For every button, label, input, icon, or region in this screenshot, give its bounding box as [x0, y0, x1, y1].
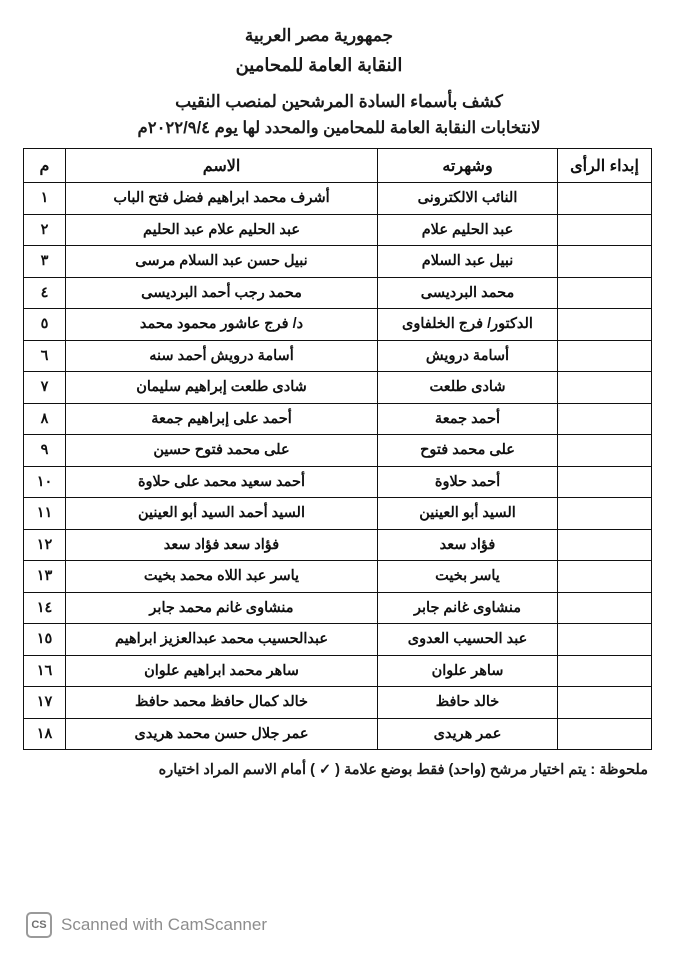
cell-fame: محمد البرديسى [378, 277, 558, 309]
table-row [24, 277, 652, 309]
camscanner-label: Scanned with CamScanner [61, 915, 268, 934]
cell-num: ١٠ [24, 466, 66, 498]
cell-fame: أسامة درويش [378, 340, 558, 372]
cell-fame: عبد الحليم علام [378, 214, 558, 246]
cell-fame: منشاوى غانم جابر [378, 592, 558, 624]
table-row [24, 718, 652, 750]
cell-name: عبدالحسيب محمد عبدالعزيز ابراهيم [66, 624, 378, 656]
cell-fame: شادى طلعت [378, 372, 558, 404]
table-row [24, 183, 652, 215]
cell-name: عبد الحليم علام عبد الحليم [66, 214, 378, 246]
cell-fame: الدكتور/ فرج الخلفاوى [378, 309, 558, 341]
table-row [24, 435, 652, 467]
cell-fame: السيد أبو العينين [378, 498, 558, 530]
document-header [26, 26, 652, 76]
cell-num: ١٥ [24, 624, 66, 656]
cell-fame: على محمد فتوح [378, 435, 558, 467]
cell-num: ١٢ [24, 529, 66, 561]
cell-opinion[interactable] [558, 340, 652, 372]
header-line-country: جمهورية مصر العربية [244, 26, 394, 45]
cell-num: ١٧ [24, 687, 66, 719]
column-header-name: الاسم [66, 149, 378, 183]
cell-num: ٢ [24, 214, 66, 246]
cell-name: ياسر عبد اللاه محمد بخيت [66, 561, 378, 593]
cell-num: ١٤ [24, 592, 66, 624]
table-row [24, 655, 652, 687]
cell-opinion[interactable] [558, 561, 652, 593]
table-row [24, 466, 652, 498]
cell-fame: ساهر علوان [378, 655, 558, 687]
table-row [24, 592, 652, 624]
cell-opinion[interactable] [558, 403, 652, 435]
cell-name: على محمد فتوح حسين [66, 435, 378, 467]
cell-opinion[interactable] [558, 277, 652, 309]
camscanner-watermark [26, 912, 267, 938]
cell-opinion[interactable] [558, 246, 652, 278]
cell-num: ١٣ [24, 561, 66, 593]
cell-name: خالد كمال حافظ محمد حافظ [66, 687, 378, 719]
cell-name: عمر جلال حسن محمد هريدى [66, 718, 378, 750]
cell-num: ٥ [24, 309, 66, 341]
cell-opinion[interactable] [558, 529, 652, 561]
column-header-opinion: إبداء الرأى [558, 149, 652, 183]
table-row [24, 372, 652, 404]
cell-opinion[interactable] [558, 466, 652, 498]
camscanner-badge-icon: CS [26, 912, 52, 938]
table-row [24, 498, 652, 530]
cell-num: ٣ [24, 246, 66, 278]
cell-opinion[interactable] [558, 435, 652, 467]
page-title: كشف بأسماء السادة المرشحين لمنصب النقيب [175, 92, 503, 111]
cell-opinion[interactable] [558, 372, 652, 404]
cell-num: ١٦ [24, 655, 66, 687]
document-title [26, 92, 652, 138]
cell-name: السيد أحمد السيد أبو العينين [66, 498, 378, 530]
column-header-num: م [24, 149, 66, 183]
table-row [24, 624, 652, 656]
cell-name: منشاوى غانم محمد جابر [66, 592, 378, 624]
table-row [24, 529, 652, 561]
cell-num: ٧ [24, 372, 66, 404]
cell-opinion[interactable] [558, 498, 652, 530]
table-header-row [24, 149, 652, 183]
cell-opinion[interactable] [558, 718, 652, 750]
cell-opinion[interactable] [558, 687, 652, 719]
cell-fame: خالد حافظ [378, 687, 558, 719]
cell-name: أحمد سعيد محمد على حلاوة [66, 466, 378, 498]
cell-num: ١٨ [24, 718, 66, 750]
cell-fame: أحمد حلاوة [378, 466, 558, 498]
header-line-organization: النقابة العامة للمحامين [235, 55, 403, 75]
cell-name: أشرف محمد ابراهيم فضل فتح الباب [66, 183, 378, 215]
cell-name: أسامة درويش أحمد سنه [66, 340, 378, 372]
table-row [24, 403, 652, 435]
cell-num: ١ [24, 183, 66, 215]
cell-num: ٤ [24, 277, 66, 309]
cell-fame: نبيل عبد السلام [378, 246, 558, 278]
cell-num: ٩ [24, 435, 66, 467]
cell-fame: أحمد جمعة [378, 403, 558, 435]
page-subtitle: لانتخابات النقابة العامة للمحامين والمحدد لها يوم ٢٠٢٢/٩/٤م [137, 119, 541, 137]
cell-opinion[interactable] [558, 624, 652, 656]
table-row [24, 214, 652, 246]
cell-fame: فؤاد سعد [378, 529, 558, 561]
cell-name: أحمد على إبراهيم جمعة [66, 403, 378, 435]
table-row [24, 309, 652, 341]
cell-opinion[interactable] [558, 183, 652, 215]
table-row [24, 687, 652, 719]
cell-opinion[interactable] [558, 655, 652, 687]
table-row [24, 246, 652, 278]
cell-fame: النائب الالكترونى [378, 183, 558, 215]
table-row [24, 561, 652, 593]
candidates-table-body [24, 183, 652, 750]
cell-fame: عبد الحسيب العدوى [378, 624, 558, 656]
cell-num: ٨ [24, 403, 66, 435]
cell-name: فؤاد سعد فؤاد سعد [66, 529, 378, 561]
cell-num: ٦ [24, 340, 66, 372]
cell-fame: ياسر بخيت [378, 561, 558, 593]
table-row [24, 340, 652, 372]
cell-name: د/ فرج عاشور محمود محمد [66, 309, 378, 341]
cell-num: ١١ [24, 498, 66, 530]
cell-fame: عمر هريدى [378, 718, 558, 750]
cell-name: ساهر محمد ابراهيم علوان [66, 655, 378, 687]
cell-opinion[interactable] [558, 309, 652, 341]
cell-name: محمد رجب أحمد البرديسى [66, 277, 378, 309]
candidates-table [23, 148, 652, 750]
cell-opinion[interactable] [558, 592, 652, 624]
cell-name: نبيل حسن عبد السلام مرسى [66, 246, 378, 278]
column-header-fame: وشهرته [378, 149, 558, 183]
cell-name: شادى طلعت إبراهيم سليمان [66, 372, 378, 404]
footer-note: ملحوظة : يتم اختيار مرشح (واحد) فقط بوضع علامة ( ✓ ) أمام الاسم المراد اختياره [158, 762, 648, 778]
cell-opinion[interactable] [558, 214, 652, 246]
